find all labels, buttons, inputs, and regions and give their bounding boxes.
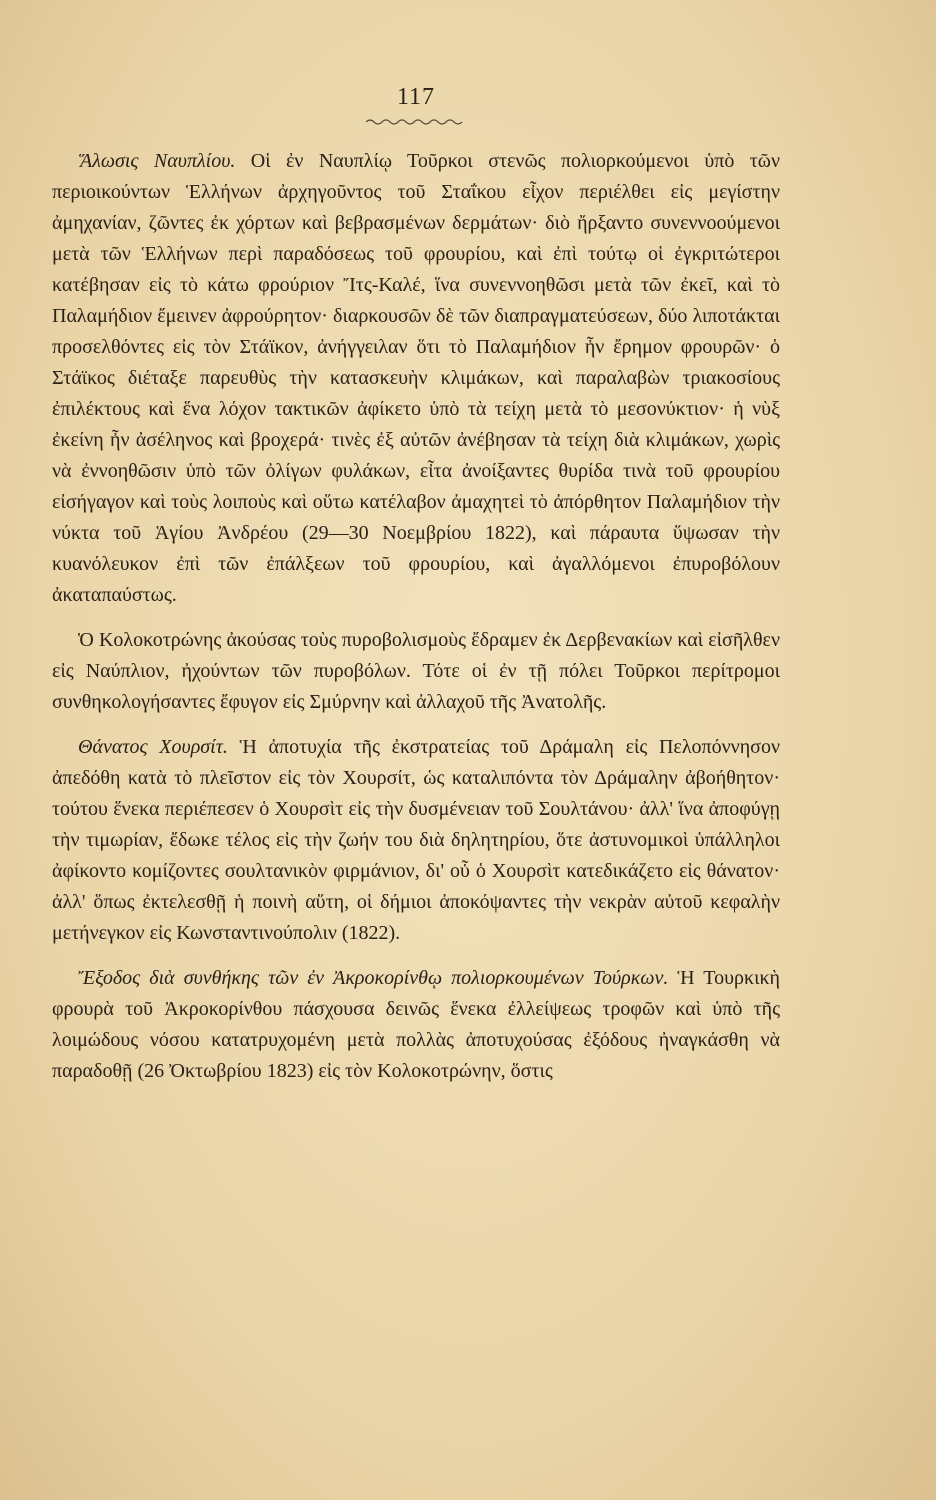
paragraph-death-of-hursit [52, 732, 780, 949]
section-heading: Θάνατος Χουρσίτ. [78, 736, 228, 758]
wavy-rule-ornament [366, 118, 466, 126]
paragraph-text: Ὁ Κολοκοτρώνης ἀκούσας τοὺς πυροβολισμοὺς ἔδραμεν ἐκ Δερβενακίων καὶ εἰσῆλθεν εἰς Ναύπλιον, ἠχούντων τῶν πυροβόλων. Τότε οἱ ἐν τῇ πόλει Τοῦρκοι περίτρομοι συνθηκολογήσαντες ἔφυγον εἰς Σμύρνην καὶ ἀλλαχοῦ τῆς Ἀνατολῆς. [52, 629, 780, 713]
paragraph-text: Οἱ ἐν Ναυπλίῳ Τοῦρκοι στενῶς πολιορκούμενοι ὑπὸ τῶν περιοικούντων Ἑλλήνων ἀρχηγοῦντος τοῦ Σταΐκου εἶχον περιέλθει εἰς μεγίστην ἀμηχανίαν, ζῶντες ἐκ χόρτων καὶ βεβρασμένων δερμάτων· διὸ ἤρξαντο συνεννοούμενοι μετὰ τῶν Ἑλλήνων περὶ παραδόσεως τοῦ φρουρίου, καὶ ἐπὶ τούτῳ οἱ ἐγκριτώτεροι κατέβησαν εἰς τὸ κάτω φρούριον Ἴτς-Καλέ, ἵνα συνεννοηθῶσι μετὰ τῶν ἐκεῖ, καὶ τὸ Παλαμήδιον ἔμεινεν ἀφρούρητον· διαρκουσῶν δὲ τῶν διαπραγματεύσεων, δύο λιποτάκται προσελθόντες εἰς τὸν Στάϊκον, ἀνήγγειλαν ὅτι τὸ Παλαμήδιον ἦν ἔρημον φρουρῶν· ὁ Στάϊκος διέταξε παρευθὺς τὴν κατασκευὴν κλιμάκων, καὶ παραλαβὼν τριακοσίους ἐπιλέκτους καὶ ἕνα λόχον τακτικῶν ἀφίκετο ὑπὸ τὰ τείχη μετὰ τὸ μεσονύκτιον· ἡ νὺξ ἐκείνη ἦν ἀσέληνος καὶ βροχερά· τινὲς ἐξ αὐτῶν ἀνέβησαν τὰ τείχη διὰ κλιμάκων, χωρὶς νὰ ἐννοηθῶσιν ὑπὸ τῶν ὀλίγων φυλάκων, εἶτα ἀνοίξαντες θυρίδα τινὰ τοῦ φρουρίου εἰσήγαγον καὶ τοὺς λοιποὺς καὶ οὕτω κατέλαβον ἀμαχητεὶ τὸ ἀπόρθητον Παλαμήδιον τὴν νύκτα τοῦ Ἁγίου Ἀνδρέου (29—30 Νοεμβρίου 1822), καὶ πάραυτα ὕψωσαν τὴν κυανόλευκον ἐπὶ τῶν ἐπάλξεων τοῦ φρουρίου, καὶ ἀγαλλόμενοι ἐπυροβόλουν ἀκαταπαύστως. [52, 150, 780, 606]
paragraph-text: Ἡ ἀποτυχία τῆς ἐκστρατείας τοῦ Δράμαλη εἰς Πελοπόννησον ἀπεδόθη κατὰ τὸ πλεῖστον εἰς τὸν Χουρσίτ, ὡς καταλιπόντα τὸν Δράμαλην ἀβοήθητον· τούτου ἕνεκα περιέπεσεν ὁ Χουρσὶτ εἰς τὴν δυσμένειαν τοῦ Σουλτάνου· ἀλλ' ἵνα ἀποφύγῃ τὴν τιμωρίαν, ἔδωκε τέλος εἰς τὴν ζωήν του διὰ δηλητηρίου, ὅτε ἀστυνομικοὶ ὑπάλληλοι ἀφίκοντο κομίζοντες σουλτανικὸν φιρμάνιον, δι' οὗ ὁ Χουρσὶτ κατεδικάζετο εἰς θάνατον· ἀλλ' ὅπως ἐκτελεσθῇ ἡ ποινὴ αὕτη, οἱ δήμιοι ἀποκόψαντες τὴν νεκρὰν αὐτοῦ κεφαλὴν μετήνεγκον εἰς Κωνσταντινούπολιν (1822). [52, 736, 780, 944]
section-heading: Ἔξοδος διὰ συνθήκης τῶν ἐν Ἀκροκορίνθῳ πολιορκουμένων Τούρκων. [78, 967, 669, 989]
section-heading: Ἅλωσις Ναυπλίου. [80, 150, 236, 172]
page-number: 117 [396, 84, 436, 110]
paragraph-fall-of-nafplio [52, 146, 780, 611]
paragraph-acrocorinth-exit [52, 963, 780, 1087]
paragraph-text: Ἡ Τουρκικὴ φρουρὰ τοῦ Ἀκροκορίνθου πάσχουσα δεινῶς ἕνεκα ἐλλείψεως τροφῶν καὶ ὑπὸ τῆς λοιμώδους νόσου κατατρυχομένη μετὰ πολλὰς ἀποτυχούσας ἐξόδους ἠναγκάσθη νὰ παραδοθῇ (26 Ὀκτωβρίου 1823) εἰς τὸν Κολοκοτρώνην, ὅστις [52, 967, 780, 1082]
body-text [52, 146, 780, 1101]
paragraph-kolokotronis [52, 625, 780, 718]
